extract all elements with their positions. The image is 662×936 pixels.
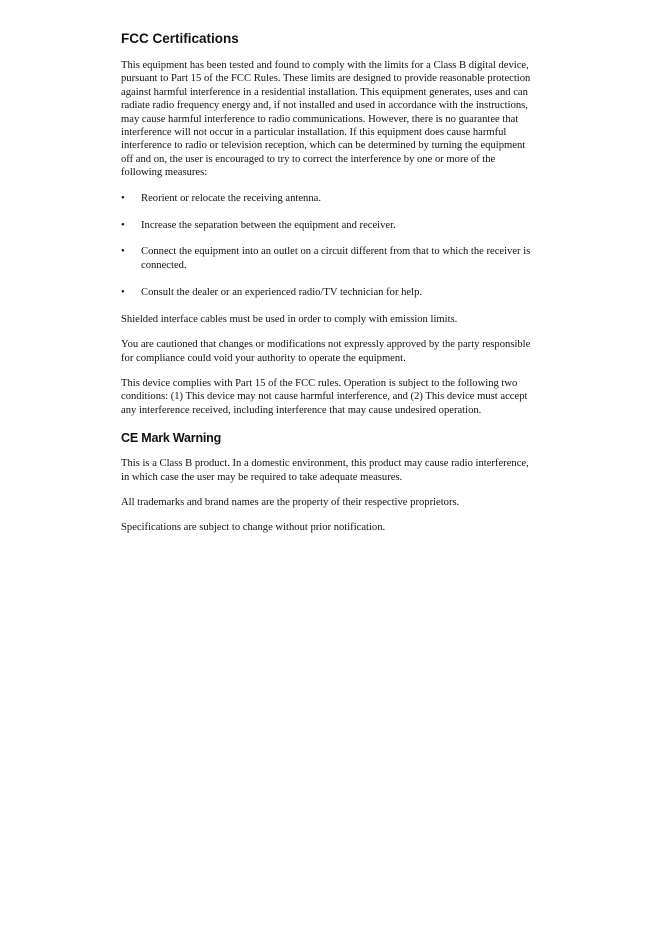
fcc-certifications-heading: FCC Certifications	[121, 31, 239, 46]
list-item	[121, 245, 536, 272]
list-item	[121, 286, 536, 299]
bullet-icon: •	[121, 219, 125, 231]
caution-paragraph: You are cautioned that changes or modifications not expressly approved by the party responsible for compliance could void your authority to operate the equipment.	[121, 339, 531, 364]
trademarks-paragraph: All trademarks and brand names are the property of their respective proprietors.	[121, 496, 460, 508]
interference-measures-list	[121, 192, 536, 300]
part15-paragraph: This device complies with Part 15 of the FCC rules. Operation is subject to the following two conditions: (1) This device may not cause harmful interference, and (2) This device must accept any interference received, including interference that may cause undesired operation.	[121, 377, 528, 416]
specifications-paragraph: Specifications are subject to change without prior notification.	[121, 522, 386, 534]
measure-text: Reorient or relocate the receiving antenna.	[141, 192, 322, 204]
measure-text: Connect the equipment into an outlet on a circuit different from that to which the receiver is connected.	[141, 246, 531, 271]
class-b-paragraph: This is a Class B product. In a domestic environment, this product may cause radio interference, in which case the user may be required to take adequate measures.	[121, 458, 529, 483]
bullet-icon: •	[121, 286, 125, 298]
shielded-cables-paragraph: Shielded interface cables must be used in order to comply with emission limits.	[121, 313, 458, 325]
fcc-intro-paragraph: This equipment has been tested and found to comply with the limits for a Class B digital device, pursuant to Part 15 of the FCC Rules. These limits are designed to provide reasonable protection against harmful interference in a residential installation. This equipment generates, uses and can radiate radio frequency energy and, if not installed and used in accordance with the instructions, may cause harmful interference to radio communications. However, there is no guarantee that interference will not occur in a particular installation. If this equipment does cause harmful interference to radio or television reception, which can be determined by turning the equipment off and on, the user is encouraged to try to correct the interference by one or more of the following measures:	[121, 60, 531, 179]
document-page	[121, 30, 536, 547]
list-item	[121, 219, 536, 232]
measure-text: Increase the separation between the equipment and receiver.	[141, 219, 396, 231]
measure-text: Consult the dealer or an experienced radio/TV technician for help.	[141, 286, 423, 298]
ce-mark-warning-heading: CE Mark Warning	[121, 431, 222, 446]
bullet-icon: •	[121, 246, 125, 258]
list-item	[121, 192, 536, 205]
bullet-icon: •	[121, 192, 125, 204]
